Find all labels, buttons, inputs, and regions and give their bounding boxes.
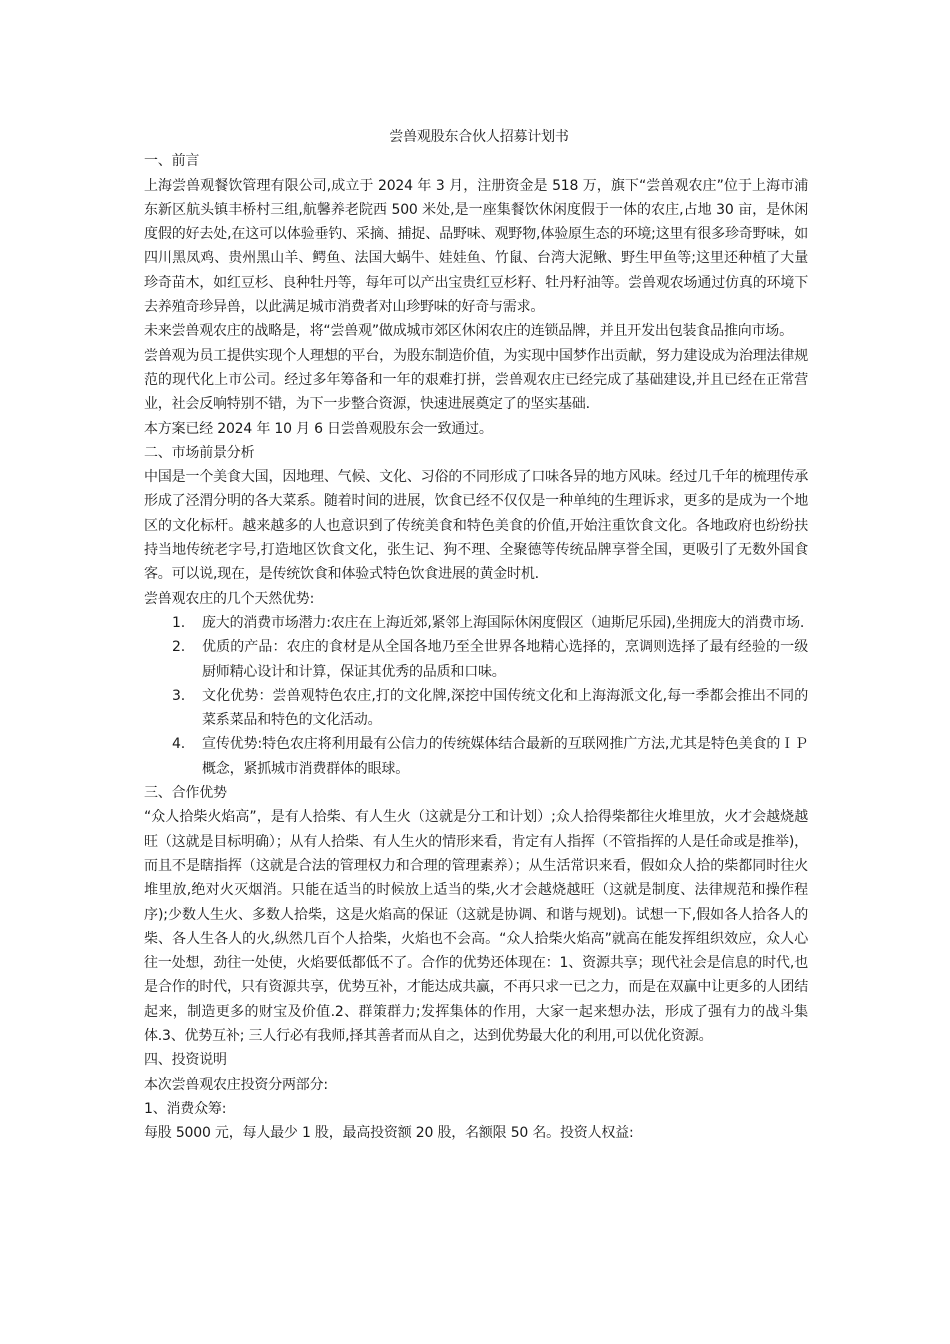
list-item xyxy=(144,635,808,684)
paragraph-advantages-intro: 尝兽观农庄的几个天然优势: xyxy=(144,590,315,607)
document-body xyxy=(144,125,808,1145)
list-item xyxy=(144,684,808,733)
list-item-text: 优质的产品：农庄的食材是从全国各地乃至全世界各地精心选择的，烹调则选择了最有经验的一级厨师精心设计和计算，保证其优秀的品质和口味。 xyxy=(202,639,808,680)
list-item-number: 2. xyxy=(172,639,185,656)
paragraph-consumer-crowdfunding: 1、消费众筹: xyxy=(144,1100,227,1117)
paragraph-strategy: 未来尝兽观农庄的战略是，将“尝兽观”做成城市郊区休闲农庄的连锁品牌，并且开发出包装食品推向市场。 xyxy=(144,323,793,340)
paragraph-mission: 尝兽观为员工提供实现个人理想的平台，为股东制造价值，为实现中国梦作出贡献，努力建设成为治理法律规范的现代化上市公司。经过多年筹备和一年的艰难打拼，尝兽观农庄已经完成了基础建设,并且已经在正常营业，社会反响特别不错，为下一步整合资源，快速进展奠定了的坚实基础. xyxy=(144,347,808,413)
section-heading-preface: 一、前言 xyxy=(144,153,200,170)
list-item-text: 文化优势：尝兽观特色农庄,打的文化牌,深挖中国传统文化和上海海派文化,每一季都会推出不同的菜系菜品和特色的文化活动。 xyxy=(202,687,808,729)
paragraph-approval: 本方案已经 2024 年 10 月 6 日尝兽观股东会一致通过。 xyxy=(144,420,493,437)
section-heading-cooperation: 三、合作优势 xyxy=(144,785,227,802)
list-item-text: 宣传优势:特色农庄将利用最有公信力的传统媒体结合最新的互联网推广方法,尤其是特色美食的ＩＰ概念，紧抓城市消费群体的眼球。 xyxy=(202,736,808,777)
list-item-number: 3. xyxy=(172,687,185,704)
list-item xyxy=(144,732,808,781)
list-item-number: 1. xyxy=(172,614,185,631)
list-item-number: 4. xyxy=(172,736,185,753)
paragraph-investment-parts: 本次尝兽观农庄投资分两部分: xyxy=(144,1076,328,1093)
section-heading-investment: 四、投资说明 xyxy=(144,1052,227,1069)
paragraph-cooperation: “众人拾柴火焰高”，是有人拾柴、有人生火（这就是分工和计划）;众人拾得柴都往火堆里放，火才会越烧越旺（这就是目标明确）；从有人拾柴、有人生火的情形来看，肯定有人指挥（不管指挥的人是任命或是推举)，而且不是瞎指挥（这就是合法的管理权力和合理的管理素养）；从生活常识来看，假如众人拾的柴都同时往火堆里放,绝对火灭烟消。只能在适当的时候放上适当的柴,火才会越烧越旺（这就是制度、法律规范和操作程序);少数人生火、多数人拾柴，这是火焰高的保证（这就是协调、和谐与规划)。试想一下,假如各人拾各人的柴、各人生各人的火,纵然几百个人拾柴，火焰也不会高。“众人拾柴火焰高”就高在能发挥组织效应，众人心往一处想，劲往一处使，火焰要低都低不了。合作的优势还体现在：1、资源共享；现代社会是信息的时代,也是合作的时代，只有资源共享，优势互补，才能达成共赢，不再只求一已之力，而是在双赢中让更多的人团结起来，制造更多的财宝及价值.2、群策群力;发挥集体的作用，大家一起来想办法，形成了强有力的战斗集体.3、优势互补; 三人行必有我师,择其善者而从自之，达到优势最大化的利用,可以优化资源。 xyxy=(144,809,808,1044)
list-item xyxy=(144,611,808,635)
list-item-text: 庞大的消费市场潜力:农庄在上海近郊,紧邻上海国际休闲度假区（迪斯尼乐园),坐拥庞大的消费市场. xyxy=(202,614,805,631)
paragraph-market-analysis: 中国是一个美食大国，因地理、气候、文化、习俗的不同形成了口味各异的地方风味。经过几千年的梳理传承形成了泾渭分明的各大菜系。随着时间的进展，饮食已经不仅仅是一种单纯的生理诉求，更多的是成为一个地区的文化标杆。越来越多的人也意识到了传统美食和特色美食的价值,开始注重饮食文化。各地政府也纷纷扶持当地传统老字号,打造地区饮食文化，张生记、狗不理、全聚德等传统品牌享誉全国，更吸引了无数外国食客。可以说,现在，是传统饮食和体验式特色饮食进展的黄金时机. xyxy=(144,469,808,583)
paragraph-company-intro: 上海尝兽观餐饮管理有限公司,成立于 2024 年 3 月，注册资金是 518 万，旗下“尝兽观农庄”位于上海市浦东新区航头镇丰桥村三组,航馨养老院西 500 米处,是一座集餐饮休闲度假于一体的农庄,占地 30 亩，是休闲度假的好去处,在这可以体验垂钓、采摘、捕捉、品野味、观野物,体验原生态的环境;这里有很多珍奇野味，如四川黑凤鸡、贵州黑山羊、鳄鱼、法国大蜗牛、娃娃鱼、竹鼠、台湾大泥鳅、野生甲鱼等;这里还种植了大量珍奇苗木，如红豆杉、良种牡丹等，每年可以产出宝贵红豆杉籽、牡丹籽油等。尝兽观农场通过仿真的环境下去养殖奇珍异兽，以此满足城市消费者对山珍野味的好奇与需求。 xyxy=(144,177,808,316)
paragraph-share-terms: 每股 5000 元，每人最少 1 股，最高投资额 20 股，名额限 50 名。投资人权益: xyxy=(144,1125,634,1142)
document-title: 尝兽观股东合伙人招募计划书 xyxy=(389,129,569,145)
section-heading-market: 二、市场前景分析 xyxy=(144,444,255,461)
advantages-list xyxy=(144,611,808,781)
